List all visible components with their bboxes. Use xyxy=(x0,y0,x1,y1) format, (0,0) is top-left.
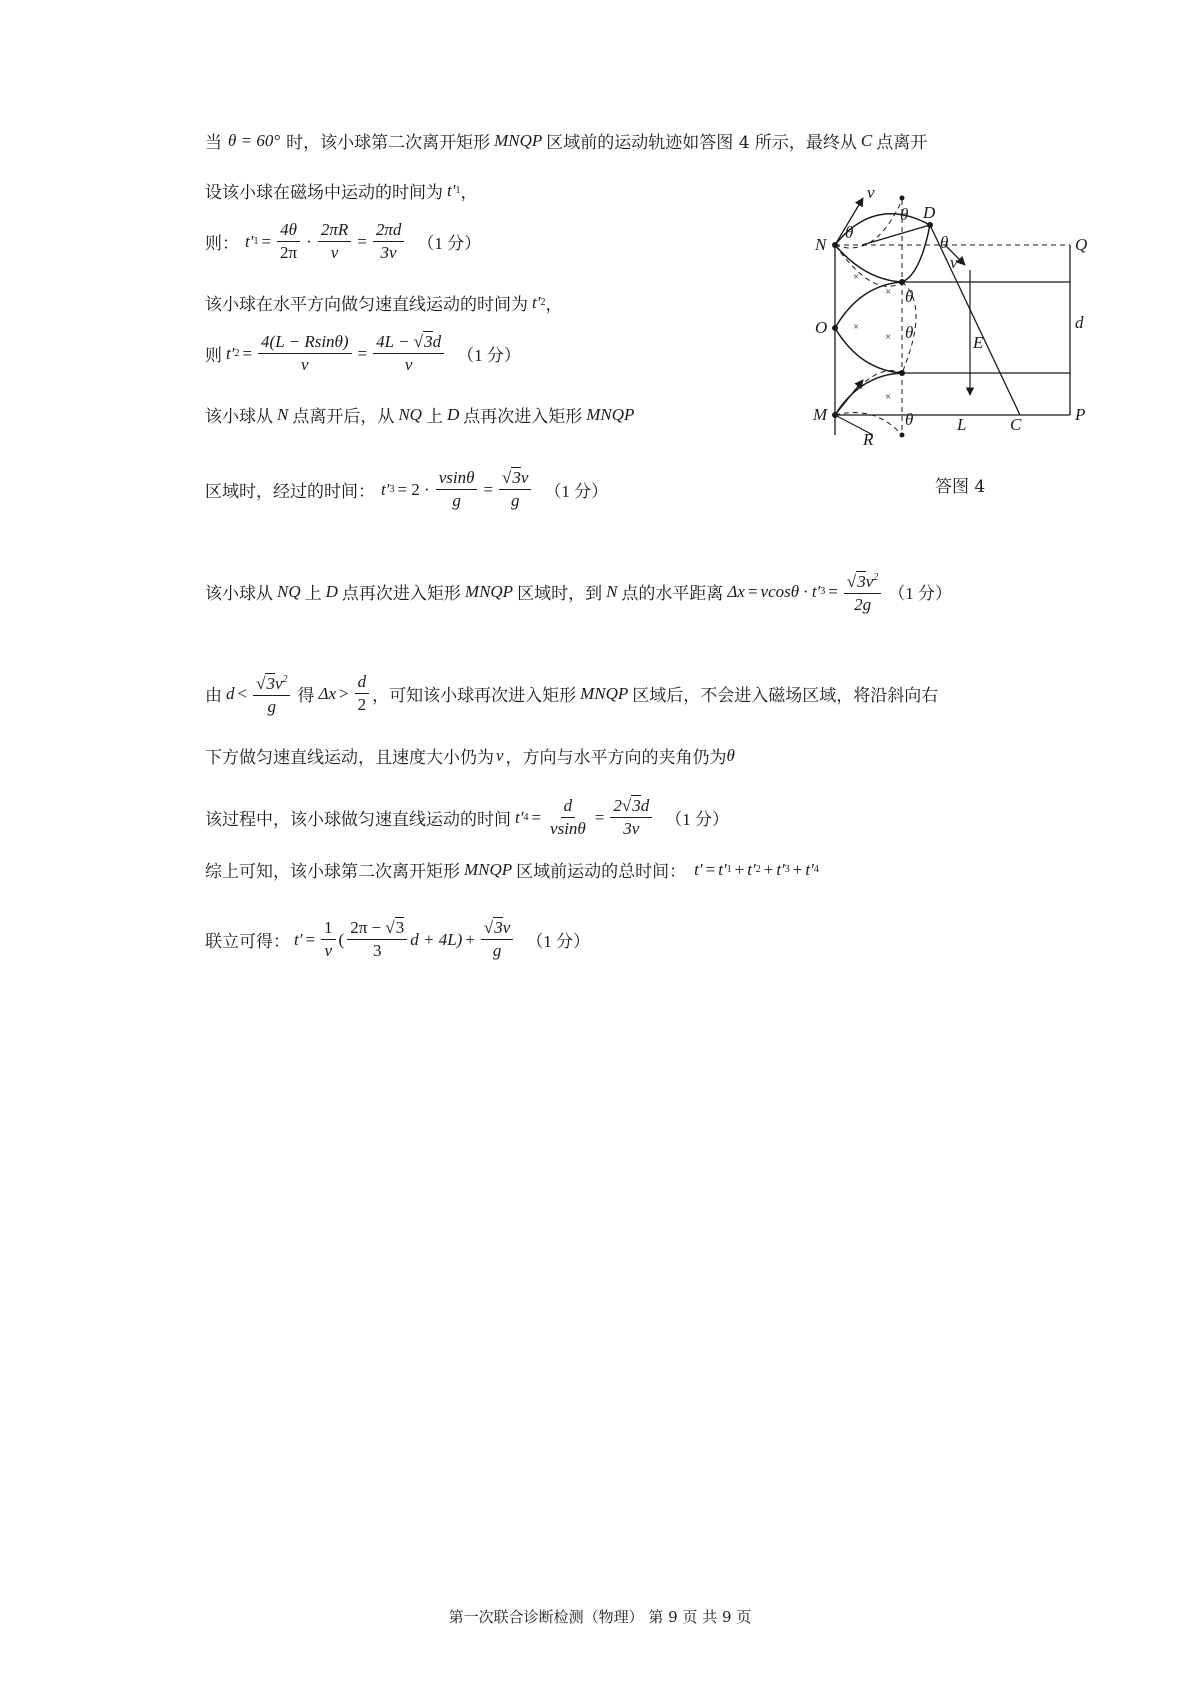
label-theta: θ xyxy=(940,233,949,252)
figure-caption: 答图 4 xyxy=(935,477,986,497)
text: 区域时，到 xyxy=(517,584,603,604)
label-theta: θ xyxy=(900,205,909,224)
text: 则： xyxy=(205,234,239,254)
math-term: v xyxy=(502,918,511,937)
fraction-denominator: v xyxy=(404,355,413,374)
text: 联立可得： xyxy=(205,932,290,952)
text: 设该小球在磁场中运动的时间为 xyxy=(205,183,443,203)
text: 得 xyxy=(297,686,315,706)
math-equals: = xyxy=(357,343,368,363)
trajectory-diagram xyxy=(805,183,1088,449)
fraction-denominator: 3 xyxy=(372,941,382,960)
text: ，可知该小球再次进入矩形 xyxy=(372,686,577,706)
fraction-denominator: g xyxy=(267,697,277,716)
text: ，方向与水平方向的夹角仍为 xyxy=(505,748,727,768)
math-subscript: 1 xyxy=(253,236,259,247)
label-l: L xyxy=(957,415,967,434)
text: 由 xyxy=(205,686,222,706)
label-theta: θ xyxy=(905,323,914,342)
math-mnqp: MNQP xyxy=(494,130,543,150)
segment-n-d xyxy=(862,225,930,245)
equation-line-8 xyxy=(205,568,952,615)
fraction xyxy=(258,332,352,375)
math-subscript: 4 xyxy=(523,812,529,823)
paragraph-line-4 xyxy=(205,290,562,315)
fraction-denominator: v xyxy=(324,941,333,960)
math-greater-than: > xyxy=(339,683,349,703)
math-t-prime: t′ xyxy=(805,859,814,879)
math-equals: = xyxy=(747,581,758,601)
fraction-numerator: √3v xyxy=(481,918,513,940)
fraction-denominator: 2π xyxy=(280,243,298,262)
fraction xyxy=(373,332,444,375)
field-mark: × xyxy=(853,271,860,283)
fraction-denominator: 2g xyxy=(854,595,872,614)
math-less-than: < xyxy=(237,683,248,703)
point-boundary-upper xyxy=(899,279,905,285)
equation-line-11 xyxy=(205,796,729,839)
math-t-prime: t′ xyxy=(381,479,390,499)
field-mark: × xyxy=(853,321,860,333)
label-v-top: v xyxy=(867,183,875,202)
point-m xyxy=(832,412,838,418)
math-term: 4L − xyxy=(376,332,410,351)
text: 点离开 xyxy=(876,133,928,153)
score-note: （1 分） xyxy=(665,810,729,829)
equation-line-12 xyxy=(205,857,819,882)
equation-line-3 xyxy=(205,220,481,263)
label-q: Q xyxy=(1075,235,1088,254)
label-e: E xyxy=(973,333,984,352)
math-delta-x: Δx xyxy=(727,581,745,601)
text: 该小球从 xyxy=(205,407,273,427)
math-t-prime: t′ xyxy=(694,859,703,879)
text: 当 xyxy=(205,133,222,153)
fraction-denominator: vsinθ xyxy=(550,819,586,838)
fraction-numerator: 4(L − Rsinθ) xyxy=(258,332,352,354)
math-radicand: 3 xyxy=(494,918,503,937)
text: 区域前运动的总时间： xyxy=(516,862,687,882)
math-t-prime: t′ xyxy=(447,180,456,200)
text: 点离开后，从 xyxy=(292,407,395,427)
math-radicand: 3 xyxy=(632,796,641,815)
label-d-width: d xyxy=(1075,313,1084,332)
paragraph-line-10 xyxy=(205,743,735,768)
trajectory-d-c xyxy=(930,225,1020,415)
label-c: C xyxy=(1010,415,1022,434)
equation-line-7 xyxy=(205,468,608,511)
math-term: 2 xyxy=(613,796,622,815)
math-equals: = xyxy=(531,807,542,827)
math-radicand: 3 xyxy=(266,674,275,693)
text: 区域前的运动轨迹如答图 4 所示，最终从 xyxy=(546,133,857,153)
math-term: v xyxy=(865,572,874,591)
math-plus: + xyxy=(734,859,745,879)
fraction xyxy=(318,220,351,263)
fraction xyxy=(355,672,370,715)
text: 下方做匀速直线运动，且速度大小仍为 xyxy=(205,748,494,768)
score-note: （1 分） xyxy=(526,932,591,951)
math-expression: vcosθ · t′ xyxy=(760,581,821,601)
fraction xyxy=(321,918,336,961)
math-t-prime: t′ xyxy=(776,859,785,879)
fraction-numerator: $√3v^2$ xyxy=(253,670,290,696)
math-d: d xyxy=(226,683,235,703)
label-o: O xyxy=(815,318,828,337)
math-subscript: 4 xyxy=(813,864,819,875)
math-t-prime: t′ xyxy=(747,859,756,879)
math-plus: + xyxy=(763,859,774,879)
page-footer: 第一次联合诊断检测（物理） 第 9 页 共 9 页 xyxy=(448,1608,752,1626)
math-t-prime: t′ xyxy=(245,231,254,251)
math-point-n: N xyxy=(277,404,289,424)
math-equals: = 2 · xyxy=(397,479,430,499)
math-delta-x: Δx xyxy=(318,683,337,703)
text: 点再次进入矩形 xyxy=(463,407,583,427)
math-segment-nq: NQ xyxy=(398,404,422,424)
fraction xyxy=(373,220,405,263)
fraction-denominator: g xyxy=(510,491,520,510)
score-note: （1 分） xyxy=(544,482,609,501)
fraction xyxy=(277,220,300,263)
math-point-d: D xyxy=(325,581,338,601)
math-mnqp: MNQP xyxy=(464,581,514,601)
label-v-mid: v xyxy=(950,253,958,272)
math-point-n: N xyxy=(606,581,618,601)
label-d: D xyxy=(923,203,936,222)
field-mark: × xyxy=(885,331,892,343)
math-theta-equals: θ = 60° xyxy=(228,130,281,150)
fraction-numerator: 2√3d xyxy=(610,796,652,818)
math-term: d xyxy=(432,332,442,351)
label-n: N xyxy=(815,235,827,254)
fraction-numerator: 1 xyxy=(321,918,336,940)
point-o xyxy=(832,325,838,331)
label-r: R xyxy=(863,430,874,449)
fraction-numerator: vsinθ xyxy=(436,468,478,490)
text: 时，该小球第二次离开矩形 xyxy=(286,133,491,153)
score-note: （1 分） xyxy=(888,584,953,603)
score-note: （1 分） xyxy=(457,346,521,365)
text: 点的水平距离 xyxy=(621,584,724,604)
math-dot: · xyxy=(306,231,312,251)
math-plus: + xyxy=(465,929,475,949)
math-term: v xyxy=(274,674,283,693)
fraction-denominator: 3v xyxy=(380,243,397,262)
fraction-numerator: 4L − √3d xyxy=(373,332,444,354)
math-t-prime: t′ xyxy=(294,929,303,949)
math-subscript: 2 xyxy=(755,864,761,875)
text: ， xyxy=(460,183,478,203)
text: ， xyxy=(545,295,563,315)
text: 区域时，经过的时间： xyxy=(205,482,375,502)
math-theta: θ xyxy=(726,745,735,765)
math-point-c: C xyxy=(860,130,873,150)
math-equals: = xyxy=(261,231,272,251)
math-superscript: 2 xyxy=(282,674,288,685)
fraction-numerator: d xyxy=(561,796,576,818)
math-t-prime: t′ xyxy=(515,807,524,827)
point-top-center xyxy=(900,196,905,201)
field-mark: × xyxy=(885,286,892,298)
point-boundary-lower xyxy=(899,370,905,376)
text: 综上可知，该小球第二次离开矩形 xyxy=(205,862,460,882)
text: 则 xyxy=(205,346,222,366)
fraction-numerator: √3v xyxy=(499,468,531,490)
fraction-denominator: 3v xyxy=(623,819,640,838)
equation-line-9 xyxy=(205,670,938,717)
math-mnqp: MNQP xyxy=(586,404,635,424)
math-t-prime: t′ xyxy=(226,343,235,363)
fraction-denominator: v xyxy=(330,243,339,262)
fraction-denominator: g xyxy=(452,491,461,510)
math-t-prime: t′ xyxy=(532,292,541,312)
math-point-d: D xyxy=(446,404,460,424)
math-equals: = xyxy=(242,343,253,363)
fraction-numerator: 2πR xyxy=(318,220,351,242)
text: 点再次进入矩形 xyxy=(341,584,461,604)
math-radicand: 3 xyxy=(512,468,521,487)
fraction xyxy=(253,670,290,717)
text: 该过程中，该小球做匀速直线运动的时间 xyxy=(205,810,511,830)
fraction xyxy=(547,796,589,839)
fraction-numerator: $√3v^2$ xyxy=(844,568,881,594)
point-n xyxy=(832,242,838,248)
math-subscript: 3 xyxy=(820,586,826,597)
math-term: v xyxy=(520,468,529,487)
label-theta: θ xyxy=(905,287,914,306)
math-expression: d + 4L) xyxy=(410,929,463,949)
fraction-denominator: v xyxy=(301,355,309,374)
fraction xyxy=(499,468,531,511)
math-subscript: 1 xyxy=(726,864,732,875)
score-note: （1 分） xyxy=(417,234,482,253)
math-subscript: 3 xyxy=(784,864,790,875)
fraction xyxy=(481,918,513,961)
text: 该小球在水平方向做匀速直线运动的时间为 xyxy=(205,295,528,315)
fraction-numerator: d xyxy=(355,672,370,694)
math-subscript: 2 xyxy=(540,297,546,308)
fraction-denominator: 2 xyxy=(357,695,367,714)
math-mnqp: MNQP xyxy=(580,683,629,703)
fraction-numerator: 2πd xyxy=(373,220,405,242)
equation-line-13 xyxy=(205,918,590,961)
math-segment-nq: NQ xyxy=(277,581,301,601)
arc-o-down xyxy=(835,328,902,373)
arc-n-to-top xyxy=(835,245,902,282)
math-t-prime: t′ xyxy=(718,859,727,879)
text: 区域后，不会进入磁场区域，将沿斜向右 xyxy=(632,686,939,706)
math-subscript: 3 xyxy=(389,484,395,495)
fraction xyxy=(436,468,478,511)
math-subscript: 2 xyxy=(234,348,240,359)
fraction-denominator: g xyxy=(492,941,502,960)
paragraph-line-2 xyxy=(205,178,477,203)
math-mnqp: MNQP xyxy=(464,859,513,879)
fraction xyxy=(844,568,881,615)
math-equals: = xyxy=(305,929,316,949)
math-term: 2π − xyxy=(350,918,382,937)
math-equals: = xyxy=(705,859,716,879)
arc-dashed-m xyxy=(835,371,902,415)
math-term: d xyxy=(640,796,650,815)
math-equals: = xyxy=(594,807,605,827)
paragraph-line-6 xyxy=(205,402,634,427)
math-radicand: 3 xyxy=(395,918,405,937)
fraction-numerator: 2π − √3 xyxy=(347,918,407,940)
label-m: M xyxy=(813,405,828,424)
math-subscript: 1 xyxy=(455,185,461,196)
point-d xyxy=(927,222,933,228)
fraction xyxy=(610,796,652,839)
math-radicand: 3 xyxy=(424,332,433,351)
fraction-numerator: 4θ xyxy=(277,220,300,242)
label-theta: θ xyxy=(845,223,854,242)
math-radicand: 3 xyxy=(857,572,866,591)
paragraph-line-1 xyxy=(205,128,927,153)
math-equals: = xyxy=(357,231,367,251)
equation-line-5 xyxy=(205,332,521,375)
math-equals: = xyxy=(828,581,838,601)
velocity-arrow-m xyxy=(835,380,863,415)
text: 该小球从 xyxy=(205,584,273,604)
label-p: P xyxy=(1075,405,1086,424)
arc-o-up xyxy=(835,282,902,328)
math-paren: ( xyxy=(338,929,345,949)
point-bottom-center xyxy=(900,433,905,438)
fraction xyxy=(347,918,407,961)
text: 上 xyxy=(304,584,322,604)
math-equals: = xyxy=(483,479,494,499)
field-mark: × xyxy=(885,391,892,403)
math-v: v xyxy=(496,745,504,765)
label-theta: θ xyxy=(905,410,914,429)
text: 上 xyxy=(425,407,443,427)
math-superscript: 2 xyxy=(873,572,879,583)
math-plus: + xyxy=(792,859,803,879)
